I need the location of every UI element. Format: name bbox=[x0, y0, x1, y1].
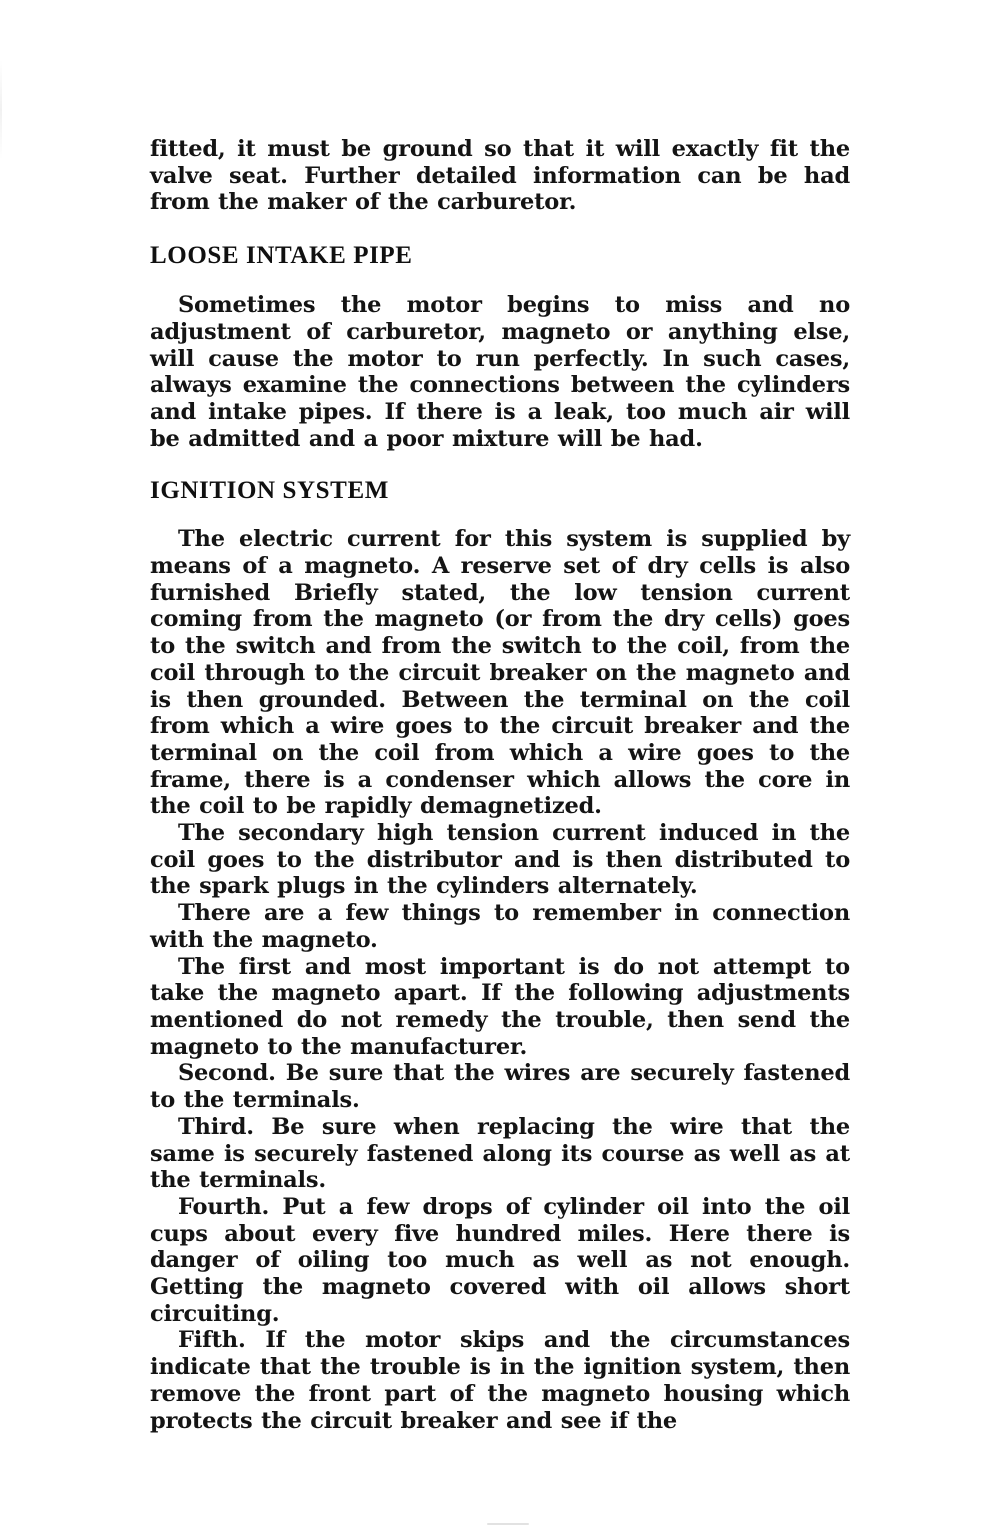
section-ignition-system bbox=[150, 476, 850, 1434]
important-warning-paragraph bbox=[150, 954, 850, 1061]
paragraph: The secondary high tension current induced in the coil goes to the distributor and is then distributed to the spark plugs in the cylinders alternately. bbox=[150, 820, 850, 900]
scan-gutter-shadow bbox=[0, 60, 2, 160]
section-loose-intake-pipe bbox=[150, 241, 850, 452]
book-page bbox=[150, 136, 850, 1434]
paragraph: Sometimes the motor begins to miss and no adjustment of carburetor, magneto or anything else, will cause the motor to run perfectly. In such cases, always examine the connections between the cylinders and intake pipes. If there is a leak, too much air will be admitted and a poor mixture will be had. bbox=[150, 292, 850, 452]
scan-smudge bbox=[487, 1523, 529, 1525]
paragraph: There are a few things to remember in connection with the magneto. bbox=[150, 900, 850, 953]
step-fourth: Fourth. Put a few drops of cylinder oil into the oil cups about every five hundred miles. Here there is danger of oiling too much as well as not enough. Getting the magneto covered with oil allows short circuiting. bbox=[150, 1193, 850, 1327]
section-heading: LOOSE INTAKE PIPE bbox=[150, 242, 413, 270]
section-heading: IGNITION SYSTEM bbox=[150, 477, 389, 505]
step-third: Third. Be sure when replacing the wire that the same is securely fastened along its course as well as at the terminals. bbox=[150, 1113, 850, 1194]
step-second: Second. Be sure that the wires are securely fastened to the terminals. bbox=[150, 1060, 850, 1114]
warning-suffix: If the following adjustments mentioned do not remedy the trouble, then send the magneto to the manufacturer. bbox=[150, 980, 851, 1060]
warning-prefix: The first and most important is bbox=[178, 953, 614, 980]
warning-emphasis: do not attempt to take the magneto apart. bbox=[150, 953, 850, 1007]
step-fifth: Fifth. If the motor skips and the circumstances indicate that the trouble is in the ignition system, then remove the front part of the magneto housing which protects the circuit breaker and see if the bbox=[150, 1327, 850, 1434]
paragraph: The electric current for this system is supplied by means of a magneto. A reserve set of dry cells is also furnished Briefly stated, the low tension current coming from the magneto (or from the dry cells) goes to the switch and from the switch to the coil, from the coil through to the circuit breaker on the magneto and is then grounded. Between the terminal on the coil from which a wire goes to the circuit breaker and the terminal on the coil from which a wire goes to the frame, there is a condenser which allows the core in the coil to be rapidly demagnetized. bbox=[150, 526, 850, 820]
continuation-paragraph: fitted, it must be ground so that it will exactly fit the valve seat. Further detailed information can be had from the maker of the carburetor. bbox=[150, 136, 850, 216]
